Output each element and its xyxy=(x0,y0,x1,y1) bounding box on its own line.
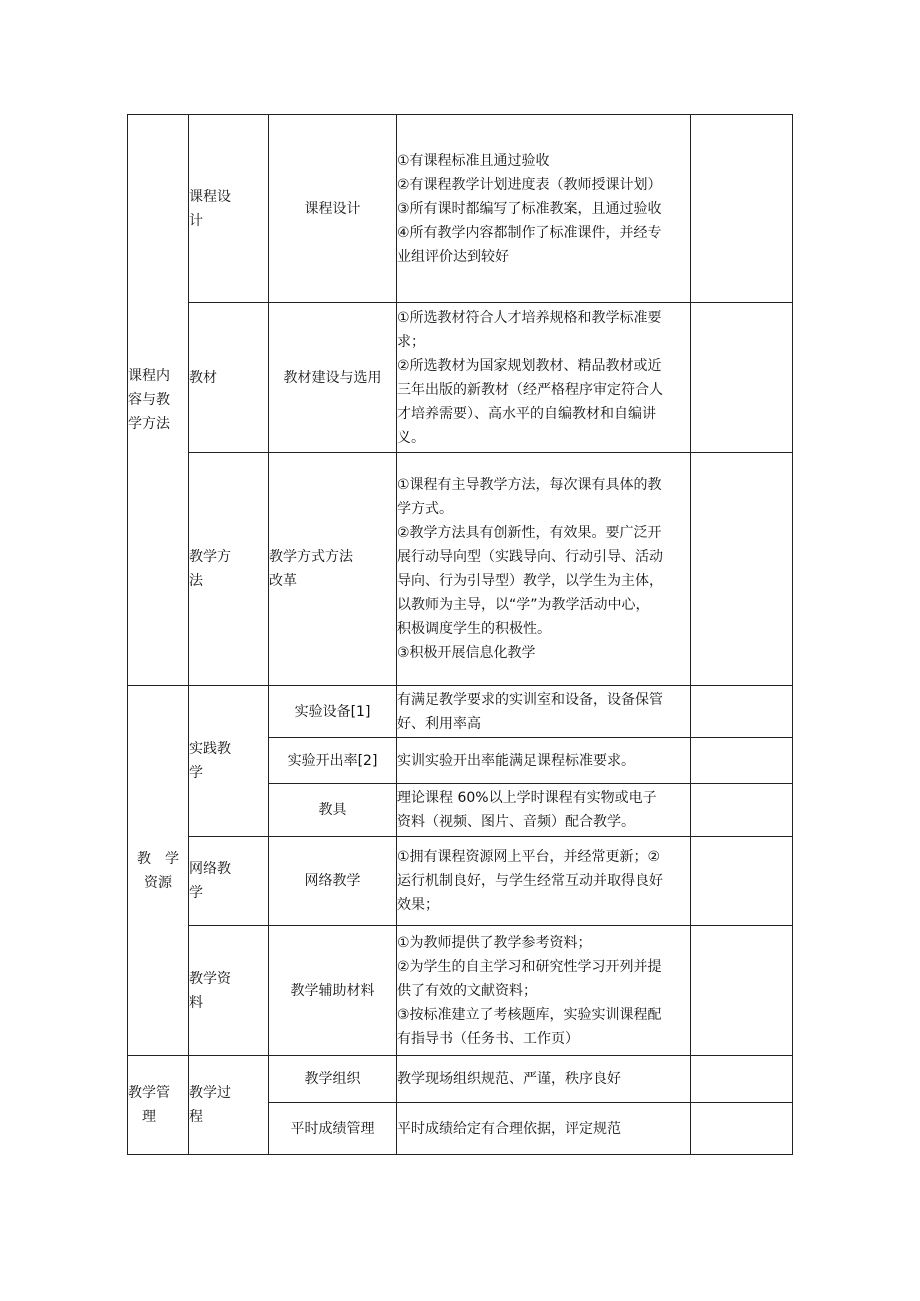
score-cell xyxy=(691,453,793,686)
item-cell: 教材建设与选用 xyxy=(269,303,397,453)
score-cell xyxy=(691,1103,793,1155)
group-cell: 网络教 学 xyxy=(189,837,269,926)
table-row xyxy=(128,837,793,926)
group-cell: 实践教 学 xyxy=(189,686,269,837)
item-cell: 平时成绩管理 xyxy=(269,1103,397,1155)
criteria-cell: ①拥有课程资源网上平台，并经常更新；② 运行机制良好，与学生经常互动并取得良好 效果； xyxy=(397,837,691,926)
criteria-cell: 有满足教学要求的实训室和设备，设备保管 好、利用率高 xyxy=(397,686,691,738)
item-cell: 教具 xyxy=(269,784,397,837)
item-cell: 实验设备[1] xyxy=(269,686,397,738)
table-row xyxy=(128,453,793,686)
item-cell: 课程设计 xyxy=(269,115,397,303)
criteria-cell: 教学现场组织规范、严谨，秩序良好 xyxy=(397,1056,691,1103)
criteria-cell: ①课程有主导教学方法，每次课有具体的教 学方式。 ②教学方法具有创新性，有效果。要广泛开 展行动导向型（实践导向、行动引导、活动 导向、行为引导型）教学，以学生为主体， 以教师为主导，以“学”为教学活动中心， 积极调度学生的积极性。 ③积极开展信息化教学 xyxy=(397,453,691,686)
item-cell: 教学组织 xyxy=(269,1056,397,1103)
item-cell: 教学辅助材料 xyxy=(269,926,397,1056)
category-cell: 教学管 理 xyxy=(128,1056,189,1155)
group-cell: 教学方 法 xyxy=(189,453,269,686)
criteria-cell: 实训实验开出率能满足课程标准要求。 xyxy=(397,738,691,784)
item-cell: 实验开出率[2] xyxy=(269,738,397,784)
score-cell xyxy=(691,1056,793,1103)
category-cell: 课程内 容与教 学方法 xyxy=(128,115,189,686)
score-cell xyxy=(691,784,793,837)
score-cell xyxy=(691,686,793,738)
table-row xyxy=(128,686,793,738)
item-cell: 教学方式方法 改革 xyxy=(269,453,397,686)
group-cell: 教学过 程 xyxy=(189,1056,269,1155)
criteria-cell: ①所选教材符合人才培养规格和教学标准要 求； ②所选教材为国家规划教材、精品教材或近 三年出版的新教材（经严格程序审定符合人 才培养需要）、高水平的自编教材和自编讲 义。 xyxy=(397,303,691,453)
score-cell xyxy=(691,926,793,1056)
score-cell xyxy=(691,303,793,453)
criteria-cell: ①有课程标准且通过验收 ②有课程教学计划进度表（教师授课计划） ③所有课时都编写了标准教案，且通过验收 ④所有教学内容都制作了标准课件，并经专 业组评价达到较好 xyxy=(397,115,691,303)
table-row xyxy=(128,926,793,1056)
score-cell xyxy=(691,837,793,926)
score-cell xyxy=(691,115,793,303)
table-row xyxy=(128,115,793,303)
group-cell: 教学资 料 xyxy=(189,926,269,1056)
score-cell xyxy=(691,738,793,784)
criteria-cell: 平时成绩给定有合理依据，评定规范 xyxy=(397,1103,691,1155)
table-row xyxy=(128,303,793,453)
criteria-cell: 理论课程 60%以上学时课程有实物或电子 资料（视频、图片、音频）配合教学。 xyxy=(397,784,691,837)
table-row xyxy=(128,1056,793,1103)
category-cell: 教 学 资源 xyxy=(128,686,189,1056)
group-cell: 课程设 计 xyxy=(189,115,269,303)
group-cell: 教材 xyxy=(189,303,269,453)
evaluation-table xyxy=(127,114,793,1155)
criteria-cell: ①为教师提供了教学参考资料； ②为学生的自主学习和研究性学习开列并提 供了有效的文献资料； ③按标准建立了考核题库，实验实训课程配 有指导书（任务书、工作页） xyxy=(397,926,691,1056)
item-cell: 网络教学 xyxy=(269,837,397,926)
